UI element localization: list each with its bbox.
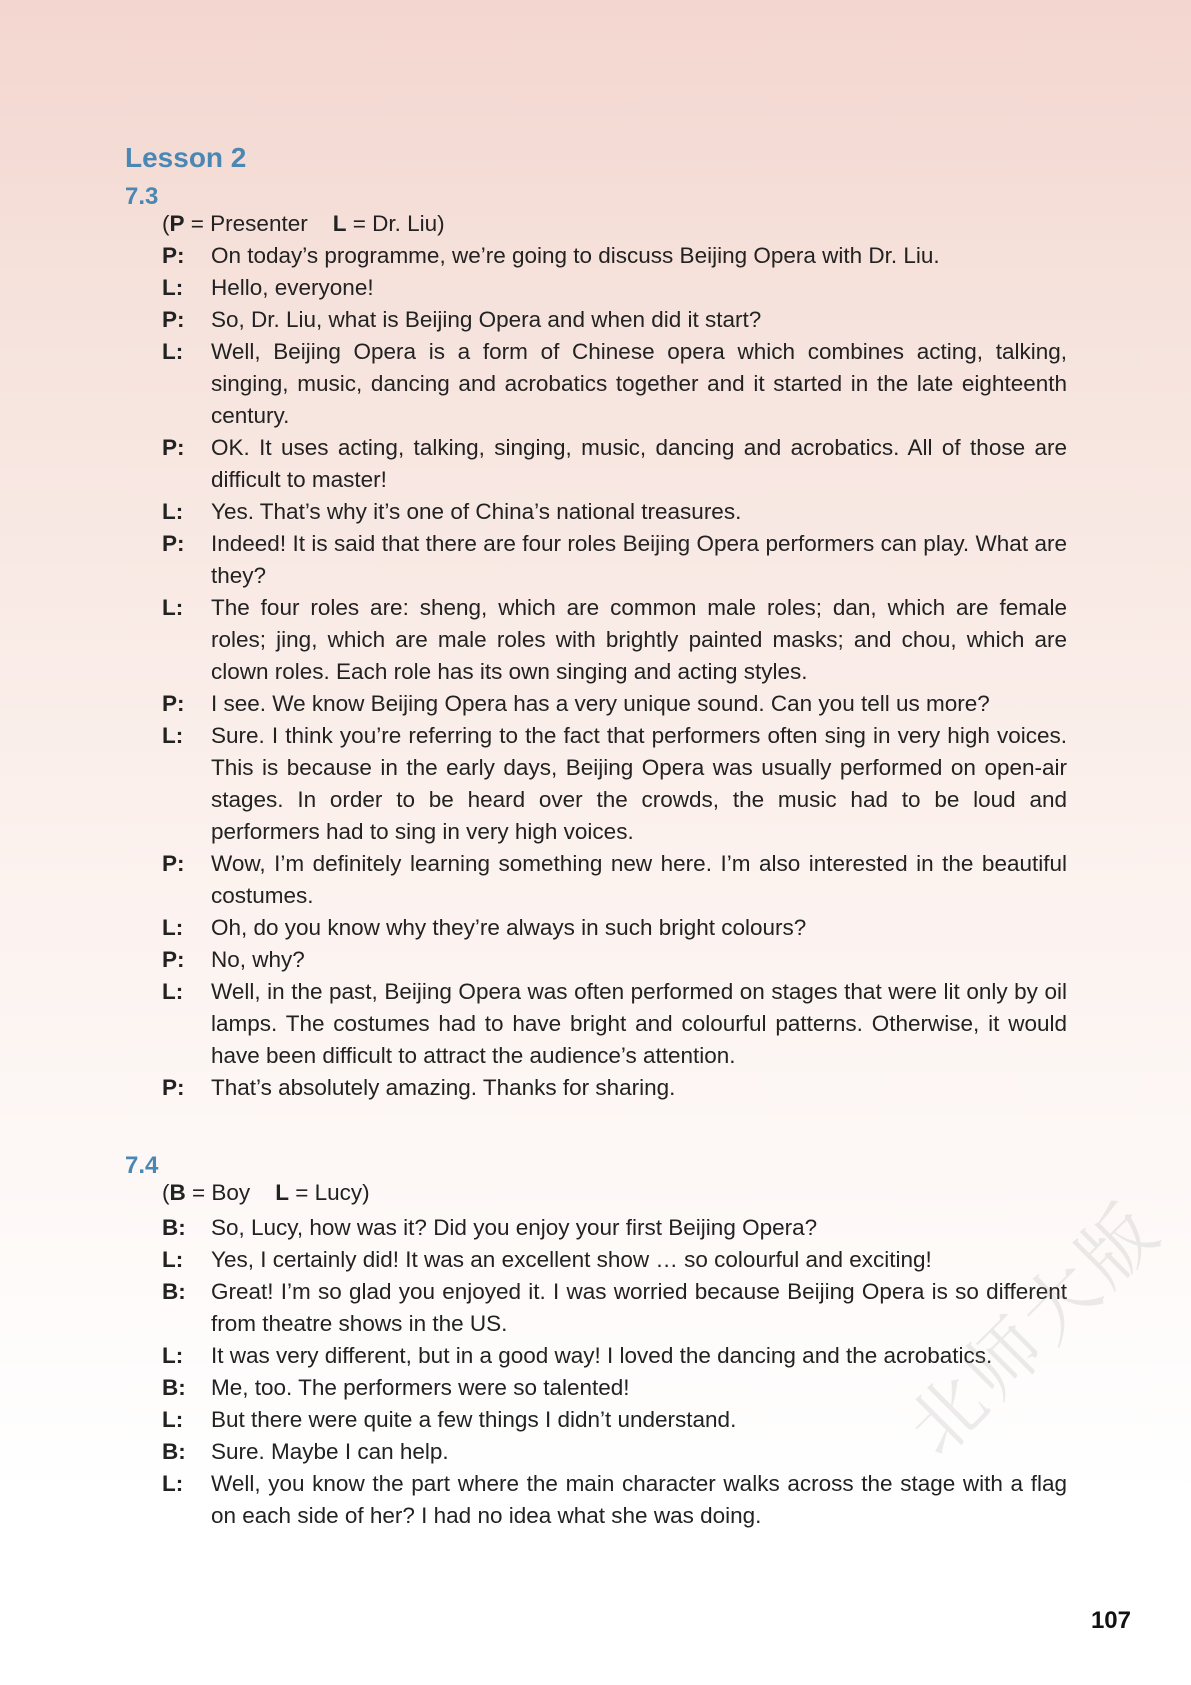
- lesson-title: Lesson 2: [125, 142, 247, 173]
- speaker-label: L:: [162, 499, 184, 524]
- speaker-label: P:: [162, 1075, 185, 1100]
- line-text: That’s absolutely amazing. Thanks for sharing.: [211, 1075, 676, 1100]
- dialogue-line: [162, 304, 1067, 336]
- line-text: I see. We know Beijing Opera has a very unique sound. Can you tell us more?: [211, 691, 990, 716]
- speaker-label: L:: [162, 595, 184, 620]
- key-letter: P: [169, 211, 185, 236]
- section-number: 7.4: [125, 1152, 159, 1179]
- line-text: Yes, I certainly did! It was an excellent show … so colourful and exciting!: [211, 1247, 932, 1272]
- line-text: So, Dr. Liu, what is Beijing Opera and when did it start?: [211, 307, 762, 332]
- key-letter: B: [169, 1180, 186, 1205]
- dialogue-line: [162, 272, 1067, 304]
- dialogue-line: [162, 1072, 1067, 1104]
- line-text: It was very different, but in a good way! I loved the dancing and the acrobatics.: [211, 1343, 993, 1368]
- dialogue-line: [162, 944, 1067, 976]
- dialogue-line: [162, 1212, 1067, 1244]
- dialogue-line: [162, 432, 1067, 496]
- key-name: = Boy: [192, 1180, 251, 1205]
- speaker-label: L:: [162, 1343, 184, 1368]
- key-name: = Presenter: [190, 211, 308, 236]
- line-text: Oh, do you know why they’re always in such bright colours?: [211, 915, 807, 940]
- dialogue-line: [162, 1244, 1067, 1276]
- speaker-label: P:: [162, 691, 185, 716]
- dialogue-line: [162, 1276, 1067, 1340]
- speaker-label: P:: [162, 307, 185, 332]
- speaker-label: P:: [162, 851, 185, 876]
- dialogue-line: [162, 720, 1067, 848]
- line-text: Wow, I’m definitely learning something new here. I’m also interested in the beautiful costumes.: [211, 851, 1067, 908]
- page-number: 107: [1090, 1607, 1131, 1634]
- line-text: So, Lucy, how was it? Did you enjoy your first Beijing Opera?: [211, 1215, 818, 1240]
- speaker-label: B:: [162, 1279, 186, 1304]
- publisher-watermark: 北师大版: [891, 1185, 1179, 1473]
- speaker-label: L:: [162, 723, 184, 748]
- speaker-label: P:: [162, 531, 185, 556]
- dialogue-line: [162, 1468, 1067, 1532]
- line-text: Yes. That’s why it’s one of China’s national treasures.: [211, 499, 742, 524]
- speaker-label: B:: [162, 1215, 186, 1240]
- line-text: Hello, everyone!: [211, 275, 374, 300]
- dialogue-line: [162, 592, 1067, 688]
- section-number: 7.3: [125, 183, 159, 210]
- dialogue-line: [162, 912, 1067, 944]
- line-text: No, why?: [211, 947, 305, 972]
- speaker-label: L:: [162, 275, 184, 300]
- line-text: Well, you know the part where the main character walks across the stage with a flag on each side of her? I had no idea what she was doing.: [211, 1471, 1067, 1528]
- speaker-key: (B = Boy L = Lucy): [162, 1180, 370, 1205]
- speaker-key: (P = Presenter L = Dr. Liu): [162, 211, 445, 236]
- speaker-label: L:: [162, 1247, 184, 1272]
- line-text: Well, Beijing Opera is a form of Chinese opera which combines acting, talking, singing, music, dancing and acrobatics together and it started in the late eighteenth century.: [211, 339, 1067, 428]
- dialogue-7-3: [162, 240, 1067, 1104]
- speaker-label: P:: [162, 243, 185, 268]
- key-name: = Lucy): [295, 1180, 370, 1205]
- speaker-label: L:: [162, 1407, 184, 1432]
- speaker-label: L:: [162, 339, 184, 364]
- dialogue-line: [162, 240, 1067, 272]
- dialogue-line: [162, 848, 1067, 912]
- dialogue-line: [162, 336, 1067, 432]
- key-letter: L: [332, 211, 347, 236]
- line-text: Me, too. The performers were so talented!: [211, 1375, 630, 1400]
- speaker-label: L:: [162, 915, 184, 940]
- line-text: OK. It uses acting, talking, singing, music, dancing and acrobatics. All of those are difficult to master!: [211, 435, 1067, 492]
- speaker-label: L:: [162, 1471, 184, 1496]
- speaker-label: B:: [162, 1439, 186, 1464]
- line-text: Well, in the past, Beijing Opera was often performed on stages that were lit only by oil lamps. The costumes had to have bright and colourful patterns. Otherwise, it would have been difficult to attract the audience’s attention.: [211, 979, 1067, 1068]
- key-name: = Dr. Liu): [352, 211, 445, 236]
- line-text: Sure. Maybe I can help.: [211, 1439, 449, 1464]
- speaker-label: P:: [162, 435, 185, 460]
- line-text: Great! I’m so glad you enjoyed it. I was worried because Beijing Opera is so different from theatre shows in the US.: [211, 1279, 1067, 1336]
- dialogue-line: [162, 496, 1067, 528]
- speaker-label: P:: [162, 947, 185, 972]
- dialogue-line: [162, 976, 1067, 1072]
- line-text: Indeed! It is said that there are four roles Beijing Opera performers can play. What are they?: [211, 531, 1067, 588]
- dialogue-line: [162, 688, 1067, 720]
- line-text: But there were quite a few things I didn’t understand.: [211, 1407, 737, 1432]
- dialogue-line: [162, 528, 1067, 592]
- speaker-label: L:: [162, 979, 184, 1004]
- key-letter: L: [275, 1180, 289, 1205]
- line-text: The four roles are: sheng, which are common male roles; dan, which are female roles; jing, which are male roles with brightly painted masks; and chou, which are clown roles. Each role has its own singing and acting styles.: [211, 595, 1067, 684]
- line-text: Sure. I think you’re referring to the fact that performers often sing in very high voices. This is because in the early days, Beijing Opera was usually performed on open-air stages. In order to be heard over the crowds, the music had to be loud and performers had to sing in very high voices.: [211, 723, 1067, 844]
- speaker-label: B:: [162, 1375, 186, 1400]
- line-text: On today’s programme, we’re going to discuss Beijing Opera with Dr. Liu.: [211, 243, 940, 268]
